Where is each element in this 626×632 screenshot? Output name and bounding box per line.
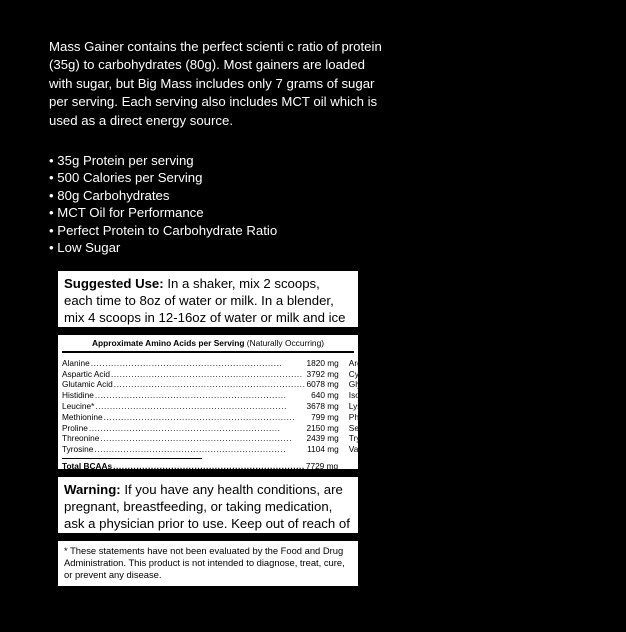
dot-leader (104, 412, 311, 423)
amino-value: 1008 mg (594, 357, 626, 368)
amino-value: 640 mg (311, 390, 339, 401)
feature-item: • 500 Calories per Serving (49, 169, 277, 186)
suggested-use-text: In a shaker, mix 2 scoops, each time to 8oz of water or milk. In a blender, mix 4 scoops in 12-16oz of water or milk and ice (64, 276, 346, 325)
amino-row (62, 412, 339, 423)
amino-name: Arginine (348, 357, 380, 368)
amino-value: 6078 mg (306, 379, 339, 390)
amino-name: Threonine (62, 433, 100, 444)
warning-label: Warning: (64, 482, 121, 497)
amino-name: Serine (348, 422, 373, 433)
amino-row (349, 369, 626, 380)
amino-left-column (62, 358, 339, 455)
amino-row (349, 412, 626, 423)
amino-value: 2439 mg (306, 433, 339, 444)
amino-name: Isoleucine* (348, 390, 390, 401)
amino-name: Leucine* (62, 400, 95, 411)
amino-row (349, 401, 626, 412)
warning-text: If you have any health conditions, are pregnant, breastfeeding, or taking medication, ask a physician prior to use. Keep out of reach of (64, 482, 350, 531)
dot-leader (374, 423, 593, 434)
amino-value: 3792 mg (306, 368, 339, 379)
fda-disclaimer-box (57, 540, 359, 587)
amino-row (62, 379, 339, 390)
dot-leader (100, 433, 305, 444)
amino-name: Aspartic Acid (62, 368, 110, 379)
amino-row (349, 444, 626, 455)
amino-value: 850 mg (598, 368, 626, 379)
amino-name: Lysine (348, 400, 373, 411)
amino-row (62, 444, 339, 455)
amino-acid-title: Approximate Amino Acids per Serving (91, 338, 245, 348)
amino-value: 1820 mg (306, 357, 339, 368)
amino-name: Histidine (62, 390, 94, 401)
amino-row (62, 401, 339, 412)
amino-name: Valine* (348, 444, 375, 455)
amino-row (62, 433, 339, 444)
dot-leader (89, 423, 306, 434)
dot-leader (111, 369, 306, 380)
warning-box (57, 476, 359, 534)
amino-value: 1104 mg (307, 444, 339, 455)
dot-leader (95, 390, 310, 401)
intro-paragraph: Mass Gainer contains the perfect scienti c ratio of protein (35g) to carbohydrates (80g). Most gainers are loaded with sugar, but Big Mass includes only 7 grams of sugar per serving. Each serving also includes MCT oil which is used as a direct energy source. (49, 39, 382, 128)
amino-row (349, 433, 626, 444)
dot-leader (390, 390, 593, 401)
amino-name: Tryptophan (348, 433, 391, 444)
amino-name: Tyrosine (62, 444, 94, 455)
suggested-use-label: Suggested Use: (64, 276, 164, 291)
amino-value: 660 mg (598, 379, 626, 390)
dot-leader (94, 444, 306, 455)
amino-acid-panel (57, 334, 626, 471)
amino-value: 1148 mg (594, 411, 626, 422)
feature-item: • 35g Protein per serving (49, 152, 277, 169)
amino-row (62, 423, 339, 434)
feature-item: • MCT Oil for Performance (49, 204, 277, 221)
dot-leader (114, 379, 306, 390)
dot-leader (95, 401, 305, 412)
suggested-use-box (57, 270, 359, 328)
amino-value: 1862 mg (594, 422, 626, 433)
total-bcaa-label: Total BCAAs (62, 460, 113, 471)
amino-right-column (349, 358, 626, 455)
dot-leader (402, 412, 594, 423)
dot-leader (113, 461, 305, 472)
dot-leader (377, 369, 597, 380)
amino-name: Cystine (348, 368, 377, 379)
amino-name: Glutamic Acid (62, 379, 113, 390)
amino-value: 2150 mg (306, 422, 339, 433)
feature-list (49, 152, 277, 256)
amino-name: Proline (62, 422, 88, 433)
amino-acid-subtitle: (Naturally Occurring) (244, 338, 325, 348)
dot-leader (91, 358, 306, 369)
dot-leader (391, 433, 597, 444)
amino-row (349, 379, 626, 390)
dot-leader (380, 358, 593, 369)
amino-value: 2145 mg (594, 390, 626, 401)
amino-value: 628 mg (598, 433, 626, 444)
amino-row (62, 390, 339, 401)
dot-leader (373, 401, 593, 412)
amino-acid-header (62, 338, 354, 353)
amino-name: Phenylalanine (348, 411, 401, 422)
amino-row (349, 423, 626, 434)
total-bcaa-row (62, 458, 339, 472)
amino-name: Glycine (348, 379, 377, 390)
feature-item: • Perfect Protein to Carbohydrate Ratio (49, 222, 277, 239)
dot-leader (375, 444, 593, 455)
amino-name: Methionine (62, 411, 103, 422)
feature-item: • 80g Carbohydrates (49, 187, 277, 204)
amino-row (349, 390, 626, 401)
dot-leader (377, 379, 597, 390)
disclaimer-text: * These statements have not been evaluated by the Food and Drug Administration. This product is not intended to diagnose, treat, cure, or prevent any disease. (64, 545, 345, 580)
feature-item: • Low Sugar (49, 239, 277, 256)
amino-value: 799 mg (311, 411, 339, 422)
amino-value: 1906 mg (594, 444, 626, 455)
total-bcaa-value: 7729 mg (305, 460, 339, 471)
amino-row (62, 369, 339, 380)
amino-name: Alanine (62, 357, 90, 368)
amino-row (62, 358, 339, 369)
amino-value: 3678 mg (306, 400, 339, 411)
amino-row (349, 358, 626, 369)
amino-value: 3604 mg (594, 400, 626, 411)
